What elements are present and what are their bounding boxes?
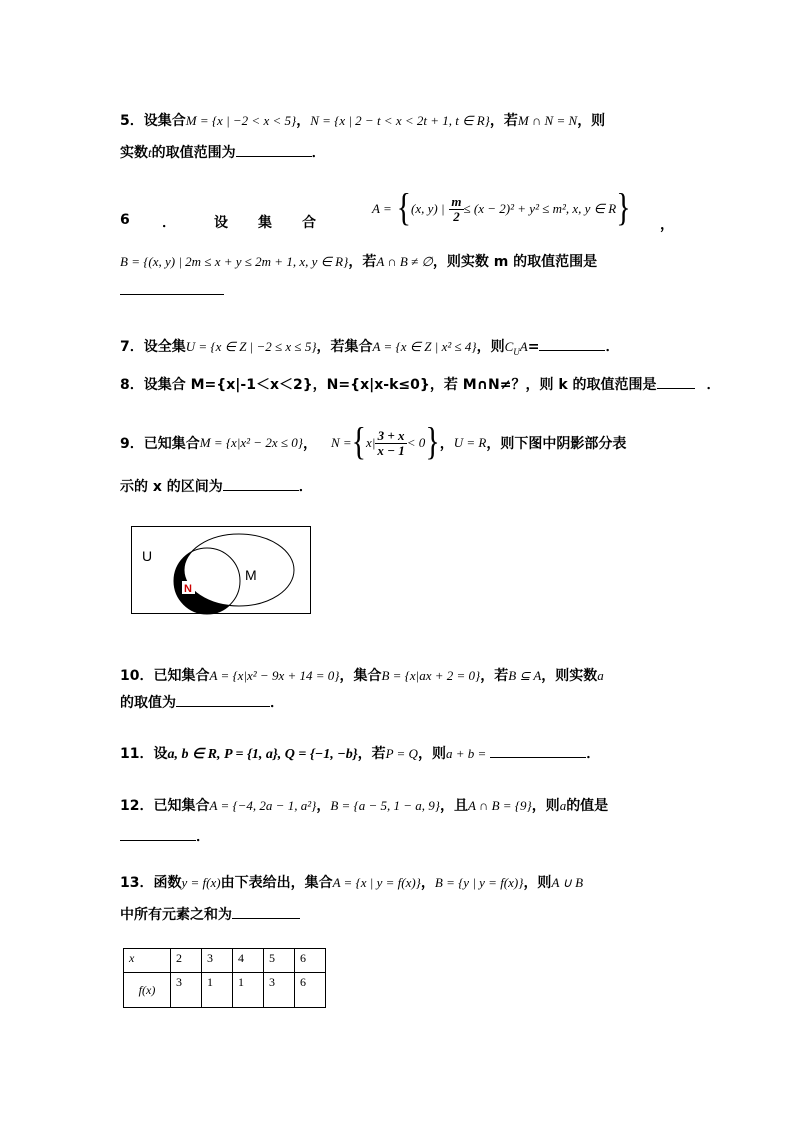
q8-line <box>120 374 721 394</box>
q6-condition: A ∩ B ≠ ∅ <box>376 254 433 269</box>
q10-text: 的取值为 <box>120 695 176 711</box>
table-cell: 3 <box>171 973 202 1008</box>
q10-text: ，集合 <box>339 668 382 684</box>
q9-text: 已知集合 <box>143 436 200 452</box>
q9-sep: ， <box>302 436 317 452</box>
q9-fraction <box>375 429 406 458</box>
q9-set-n-part: < 0 <box>406 435 426 450</box>
q5-end: ． <box>311 145 326 161</box>
q12-set-b: B = {a − 5, 1 − a, 9} <box>330 798 440 813</box>
q6-fraction <box>449 195 463 224</box>
q12-answer-blank[interactable] <box>120 828 196 841</box>
right-brace: } <box>616 186 631 230</box>
q10-number: 10． <box>120 668 154 684</box>
q9-set-u: U = R <box>453 435 487 450</box>
q9-text: ， <box>439 436 454 452</box>
q7-answer-blank[interactable] <box>539 338 605 351</box>
q5-answer-blank[interactable] <box>236 144 312 157</box>
q7-complement: C <box>504 339 514 354</box>
q6-set-a-label: A = <box>372 201 392 216</box>
q7-set-u: U = {x ∈ Z | −2 ≤ x ≤ 5} <box>185 339 317 354</box>
q10-text: 已知集合 <box>153 668 210 684</box>
q11-sum: a + b = <box>445 746 487 761</box>
q6-dot: ． <box>162 215 176 231</box>
q5-text: ，则 <box>577 113 606 129</box>
q10-line2 <box>120 692 284 712</box>
q11-answer-blank[interactable] <box>490 745 586 758</box>
q9-frac-num: 3 + x <box>377 427 405 443</box>
q9-text: ，则下图中阴影部分表 <box>486 436 627 452</box>
q13-text: 由下表给出，集合 <box>220 875 333 891</box>
q13-union: A ∪ B <box>551 875 584 890</box>
q11-end: ． <box>586 746 601 762</box>
q11-condition: P = Q <box>385 746 418 761</box>
q6-text: ，则实数 m 的取值范围是 <box>432 254 598 270</box>
table-cell: 4 <box>233 949 264 973</box>
q5-text: 实数 <box>120 145 148 161</box>
table-cell: 5 <box>264 949 295 973</box>
q13-text: ，则 <box>523 875 552 891</box>
q6-line2 <box>120 251 597 271</box>
q7-complement-set: A <box>519 339 528 354</box>
right-brace: } <box>425 420 440 464</box>
q7-line <box>120 336 619 357</box>
table-row <box>124 973 326 1008</box>
q6-answer-blank[interactable] <box>120 282 224 295</box>
q9-line2 <box>120 476 313 496</box>
q12-condition: A ∩ B = {9} <box>467 798 532 813</box>
q9-line1 <box>120 420 627 464</box>
table-cell: 2 <box>171 949 202 973</box>
q7-text: ，则 <box>476 339 505 355</box>
q9-answer-blank[interactable] <box>223 478 299 491</box>
q10-end: ． <box>270 695 284 711</box>
q13-set-a: A = {x | y = f(x)} <box>332 875 421 890</box>
q12-set-a: A = {−4, 2a − 1, a²} <box>209 798 317 813</box>
q9-set-n-label: N = <box>330 435 352 450</box>
q6-comma: ， <box>660 217 674 233</box>
q6-set-b: B = {(x, y) | 2m ≤ x + y ≤ 2m + 1, x, y ∈ R} <box>120 254 349 269</box>
q12-var: a <box>559 798 567 813</box>
q5-set-m: M = {x | −2 < x < 5} <box>185 113 297 128</box>
venn-diagram <box>131 526 312 615</box>
q13-sep: ， <box>420 875 435 891</box>
q12-end: ． <box>196 829 210 845</box>
q5-text: 设集合 <box>143 113 186 129</box>
q13-number: 13． <box>120 875 154 891</box>
q11-text: ，若 <box>357 746 386 762</box>
q11-number: 11．设 <box>120 746 168 762</box>
q11-line <box>120 743 600 763</box>
q9-frac-den: x − 1 <box>377 442 405 458</box>
q12-text: ，则 <box>531 798 560 814</box>
q12-line2 <box>120 826 210 846</box>
q7-text: = <box>527 339 540 355</box>
q9-set-n-part: x| <box>366 435 376 450</box>
q5-sep: ， <box>296 113 311 129</box>
function-table <box>123 948 326 1008</box>
q13-line2 <box>120 904 300 924</box>
q5-number: 5． <box>120 113 144 129</box>
q12-line1 <box>120 795 608 815</box>
q6-number: 6 <box>120 212 130 228</box>
q7-set-a: A = {x ∈ Z | x² ≤ 4} <box>372 339 477 354</box>
q10-set-b: B = {x|ax + 2 = 0} <box>381 668 481 683</box>
left-brace: { <box>351 420 367 464</box>
q6-frac-den: 2 <box>449 209 463 224</box>
q10-set-a: A = {x|x² − 9x + 14 = 0} <box>209 668 340 683</box>
table-cell: 6 <box>295 973 326 1008</box>
q10-text: ，若 <box>480 668 509 684</box>
q9-set-m: M = {x|x² − 2x ≤ 0} <box>199 435 303 450</box>
table-header-fx: f(x) <box>124 973 171 1008</box>
q12-number: 12． <box>120 798 154 814</box>
table-row <box>124 949 326 973</box>
venn-label-n: N <box>184 583 192 595</box>
q12-sep: ， <box>316 798 331 814</box>
q10-text: ，则实数 <box>541 668 598 684</box>
q10-var: a <box>597 668 604 683</box>
q6-set-a-part: ≤ (x − 2)² + y² ≤ m², x, y ∈ R <box>463 201 617 216</box>
q10-condition: B ⊆ A <box>508 668 542 683</box>
q5-condition: M ∩ N = N <box>517 113 578 128</box>
q13-text: 函数 <box>153 875 182 891</box>
table-cell: 3 <box>264 973 295 1008</box>
q7-complement-sub: U <box>513 346 520 357</box>
q10-answer-blank[interactable] <box>176 694 270 707</box>
q8-end: ． <box>706 377 721 393</box>
q6-line3 <box>120 282 224 299</box>
q13-function: y = f(x) <box>181 875 221 890</box>
q9-end: ． <box>298 479 313 495</box>
q8-answer-blank[interactable] <box>657 376 695 389</box>
left-brace: { <box>396 186 412 230</box>
q5-text: 的取值范围为 <box>151 145 236 161</box>
q7-end: ． <box>605 339 620 355</box>
q6-set-a <box>372 186 631 230</box>
venn-label-m: M <box>245 567 257 583</box>
table-cell: 3 <box>202 949 233 973</box>
q11-text: ，则 <box>417 746 446 762</box>
q9-number: 9． <box>120 436 144 452</box>
q5-text: ，若 <box>489 113 518 129</box>
q12-text: 的值是 <box>566 798 609 814</box>
q12-text: ，且 <box>439 798 468 814</box>
q11-expression: a, b ∈ R, P = {1, a}, Q = {−1, −b} <box>167 747 358 762</box>
q7-number: 7． <box>120 339 144 355</box>
q13-line1 <box>120 872 583 892</box>
q10-line1 <box>120 665 604 685</box>
q9-text: 示的 x 的区间为 <box>120 479 223 495</box>
q13-answer-blank[interactable] <box>232 906 300 919</box>
q6-set-a-part: (x, y) | <box>411 201 445 216</box>
table-cell: 1 <box>202 973 233 1008</box>
q7-text: ，若集合 <box>316 339 373 355</box>
q8-text: 8．设集合 M={x|-1＜x＜2}，N={x|x-k≤0}，若 M∩N≠？，则 k 的取值范围是 <box>120 377 657 393</box>
q7-text: 设全集 <box>143 339 186 355</box>
q13-set-b: B = {y | y = f(x)} <box>434 875 524 890</box>
q5-var: t <box>148 145 152 160</box>
q5-line1 <box>120 110 605 130</box>
q6-text: 设集合 <box>214 215 346 231</box>
table-cell: 6 <box>295 949 326 973</box>
table-cell: 1 <box>233 973 264 1008</box>
q6-text: ，若 <box>348 254 377 270</box>
q13-text: 中所有元素之和为 <box>120 907 232 923</box>
q5-set-n: N = {x | 2 − t < x < 2t + 1, t ∈ R} <box>310 113 490 128</box>
table-header-x: x <box>124 949 171 973</box>
venn-label-u: U <box>142 548 153 564</box>
q12-text: 已知集合 <box>153 798 210 814</box>
q5-line2 <box>120 142 326 162</box>
q6-frac-num: m <box>451 193 462 209</box>
